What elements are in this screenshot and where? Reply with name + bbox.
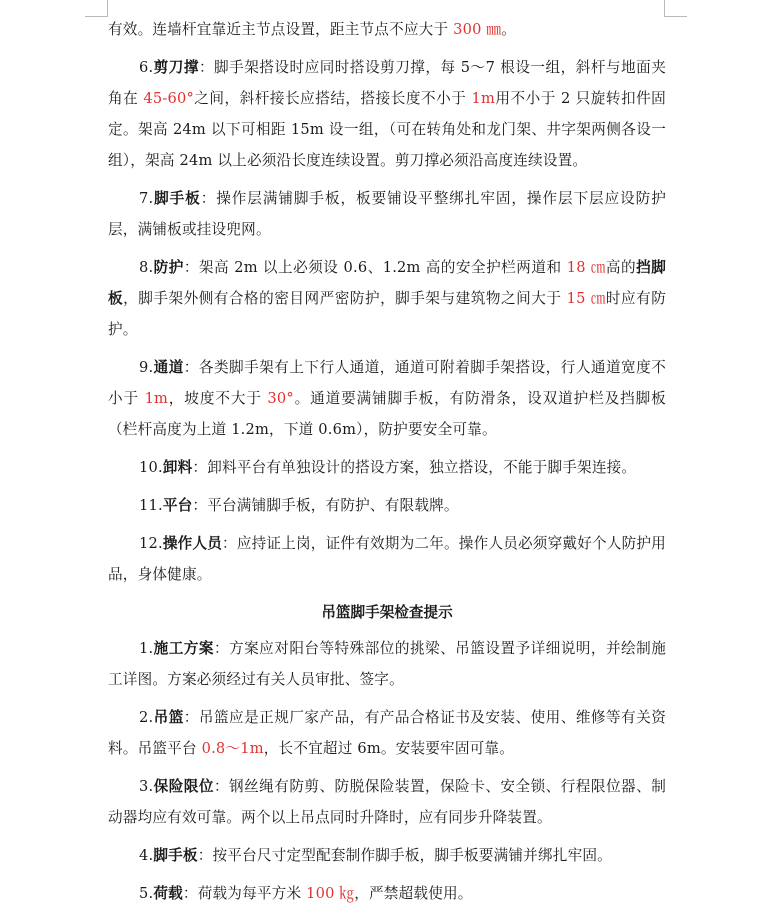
document-body bbox=[108, 14, 666, 916]
text-run: 。通道要满铺脚手板，有防滑条，设双道护栏及挡脚板（栏杆高度为上道 1.2m，下道 0.6m），防护要安全可靠。 bbox=[108, 390, 666, 438]
text-run: ：吊篮应是正规厂家产品，有产品合格证书及安装、使用、维修等有关资料。吊篮平台 bbox=[108, 709, 667, 757]
text-run: 11. bbox=[139, 497, 163, 514]
text-run: ，长不宜超过 6m。安装要牢固可靠。 bbox=[263, 740, 515, 757]
highlighted-value: 1m bbox=[471, 90, 496, 107]
paragraph bbox=[108, 183, 666, 245]
paragraph bbox=[108, 633, 666, 695]
text-run: ：平台满铺脚手板，有防护、有限载牌。 bbox=[192, 497, 459, 514]
paragraph bbox=[108, 490, 666, 521]
paragraph bbox=[108, 452, 666, 483]
paragraph bbox=[108, 878, 666, 909]
text-run: 12. bbox=[139, 535, 163, 552]
bold-term: 卸料 bbox=[162, 459, 193, 476]
highlighted-value: 300 ㎜ bbox=[453, 21, 502, 38]
highlighted-value: 100 ㎏ bbox=[306, 885, 355, 902]
scaffold-section bbox=[108, 14, 666, 590]
text-run: ，坡度不大于 bbox=[168, 390, 268, 407]
text-run: ：各类脚手架有上下行人通道，通道可附着脚手架搭设，行人通道宽度不小于 bbox=[108, 359, 667, 407]
text-run: 用不小于 2 只旋转扣件固定。架高 24m 以下可相距 15m 设一组，（可在转角处和龙门架、井字架两侧各设一组），架高 24m 以上必须沿长度连续设置。剪刀撑必须沿高度连续设置。 bbox=[108, 90, 666, 169]
bold-term: 防护 bbox=[153, 259, 184, 276]
bold-term: 平台 bbox=[162, 497, 193, 514]
bold-term: 施工方案 bbox=[153, 640, 214, 657]
text-run: 之间，斜杆接长应搭结，搭接长度不小于 bbox=[193, 90, 472, 107]
text-run: ，严禁超载使用。 bbox=[354, 885, 473, 902]
paragraph bbox=[108, 702, 666, 764]
page-corner-marker-right bbox=[664, 0, 687, 17]
text-run: ：方案应对阳台等特殊部位的挑梁、吊篮设置予详细说明，并绘制施工详图。方案必须经过有关人员审批、签字。 bbox=[108, 640, 666, 688]
bold-term: 保险限位 bbox=[153, 778, 214, 795]
text-run: 高的 bbox=[605, 259, 637, 276]
paragraph bbox=[108, 528, 666, 590]
text-run: ：卸料平台有单独设计的搭设方案，独立搭设，不能于脚手架连接。 bbox=[192, 459, 637, 476]
text-run: ：架高 2m 以上必须设 0.6、1.2m 高的安全护栏两道和 bbox=[183, 259, 567, 276]
text-run: 6. bbox=[139, 59, 154, 76]
text-run: ：应持证上岗，证件有效期为二年。操作人员必须穿戴好个人防护用品，身体健康。 bbox=[108, 535, 666, 583]
text-run: 9. bbox=[139, 359, 154, 376]
text-run: 3. bbox=[139, 778, 154, 795]
bold-term: 脚手板 bbox=[153, 847, 198, 864]
text-run: 8. bbox=[139, 259, 154, 276]
text-run: 4. bbox=[139, 847, 154, 864]
bold-term: 脚手板 bbox=[153, 190, 201, 207]
text-run: 时应有防护。 bbox=[108, 290, 666, 338]
paragraph bbox=[108, 14, 666, 45]
text-run: 有效。连墙杆宜靠近主节点设置，距主节点不应大于 bbox=[108, 21, 454, 38]
bold-term: 操作人员 bbox=[162, 535, 223, 552]
bold-term: 剪刀撑 bbox=[153, 59, 199, 76]
text-run: ：脚手架搭设时应同时搭设剪刀撑，每 5～7 根设一组，斜杆与地面夹角在 bbox=[108, 59, 667, 107]
text-run: 1. bbox=[139, 640, 154, 657]
text-run: ，脚手架外侧有合格的密目网严密防护，脚手架与建筑物之间大于 bbox=[123, 290, 567, 307]
text-run: ：荷载为每平方米 bbox=[182, 885, 307, 902]
section-heading: 吊篮脚手架检查提示 bbox=[321, 604, 453, 621]
hanging-basket-section bbox=[108, 633, 666, 909]
text-run: ：操作层满铺脚手板，板要铺设平整绑扎牢固，操作层下层应设防护层，满铺板或挂设兜网。 bbox=[108, 190, 666, 238]
text-run: ：按平台尺寸定型配套制作脚手板，脚手板要满铺并绑扎牢固。 bbox=[197, 847, 612, 864]
text-run: 5. bbox=[139, 885, 154, 902]
highlighted-value: 0.8～1m bbox=[201, 740, 264, 757]
highlighted-value: 30° bbox=[267, 390, 294, 407]
text-run: 。 bbox=[501, 21, 516, 38]
paragraph bbox=[108, 52, 666, 176]
bold-term: 通道 bbox=[153, 359, 184, 376]
bold-term: 荷载 bbox=[153, 885, 183, 902]
page-corner-marker-left bbox=[85, 0, 108, 17]
highlighted-value: 15 ㎝ bbox=[566, 290, 606, 307]
highlighted-value: 45-60° bbox=[143, 90, 194, 107]
text-run: 7. bbox=[139, 190, 154, 207]
paragraph bbox=[108, 352, 666, 445]
paragraph bbox=[108, 840, 666, 871]
text-run: ：钢丝绳有防剪、防脱保险装置，保险卡、安全锁、行程限位器、制动器均应有效可靠。两个以上吊点同时升降时，应有同步升降装置。 bbox=[108, 778, 666, 826]
text-run: 2. bbox=[139, 709, 154, 726]
paragraph bbox=[108, 252, 666, 345]
bold-term: 吊篮 bbox=[153, 709, 184, 726]
bold-term: 挡脚板 bbox=[108, 259, 667, 307]
highlighted-value: 1m bbox=[144, 390, 169, 407]
highlighted-value: 18 ㎝ bbox=[566, 259, 606, 276]
text-run: 10. bbox=[139, 459, 163, 476]
paragraph bbox=[108, 771, 666, 833]
